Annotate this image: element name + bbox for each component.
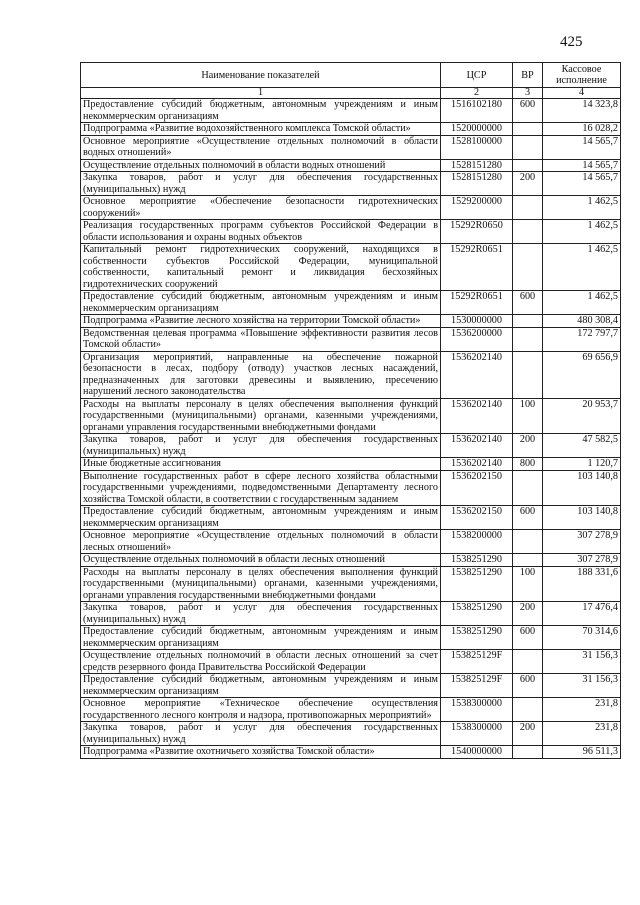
row-amount: 1 462,5 (543, 291, 621, 315)
row-amount: 16 028,2 (543, 123, 621, 136)
row-csr: 1536200000 (441, 327, 513, 351)
row-amount: 231,8 (543, 722, 621, 746)
row-name: Осуществление отдельных полномочий в области водных отношений (81, 159, 441, 172)
row-name: Подпрограмма «Развитие лесного хозяйства на территории Томской области» (81, 315, 441, 328)
table-row (81, 434, 621, 458)
row-csr: 1528100000 (441, 135, 513, 159)
row-csr: 1538251290 (441, 626, 513, 650)
row-csr: 1528151280 (441, 159, 513, 172)
header-csr: ЦСР (441, 63, 513, 88)
table-row (81, 351, 621, 398)
table-row (81, 506, 621, 530)
row-vr: 200 (513, 172, 543, 196)
row-csr: 15292R0650 (441, 220, 513, 244)
header-name: Наименование показателей (81, 63, 441, 88)
column-number: 2 (441, 88, 513, 99)
row-amount: 70 314,6 (543, 626, 621, 650)
table-row (81, 244, 621, 291)
row-amount: 307 278,9 (543, 530, 621, 554)
row-name: Капитальный ремонт гидротехнических сооружений, находящихся в собственности субъектов Российской Федерации, муниципальной собственности, капитальный ремонт и ликвидация бесхозяйных гидротехнических сооружений (81, 244, 441, 291)
row-vr: 600 (513, 291, 543, 315)
row-amount: 14 565,7 (543, 159, 621, 172)
row-name: Ведомственная целевая программа «Повышение эффективности развития лесов Томской области» (81, 327, 441, 351)
column-number: 1 (81, 88, 441, 99)
row-csr: 1538251290 (441, 602, 513, 626)
row-csr: 153825129F (441, 674, 513, 698)
row-name: Иные бюджетные ассигнования (81, 458, 441, 471)
row-csr: 1536202150 (441, 470, 513, 506)
row-vr: 200 (513, 434, 543, 458)
row-csr: 1538300000 (441, 722, 513, 746)
row-name: Основное мероприятие «Осуществление отдельных полномочий в области лесных отношений» (81, 530, 441, 554)
row-name: Предоставление субсидий бюджетным, автономным учреждениям и иным некоммерческим организациям (81, 506, 441, 530)
header-amount: Кассовое исполнение (543, 63, 621, 88)
table-row (81, 566, 621, 602)
column-number: 4 (543, 88, 621, 99)
row-csr: 1536202150 (441, 506, 513, 530)
row-name: Предоставление субсидий бюджетным, автономным учреждениям и иным некоммерческим организациям (81, 626, 441, 650)
row-vr: 600 (513, 506, 543, 530)
row-name: Подпрограмма «Развитие водохозяйственного комплекса Томской области» (81, 123, 441, 136)
table-row (81, 327, 621, 351)
row-csr: 1516102180 (441, 99, 513, 123)
row-name: Основное мероприятие «Техническое обеспечение осуществления государственного лесного контроля и надзора, противопожарных мероприятий» (81, 698, 441, 722)
header-vr: ВР (513, 63, 543, 88)
table-row (81, 159, 621, 172)
row-amount: 14 565,7 (543, 135, 621, 159)
row-amount: 14 323,8 (543, 99, 621, 123)
table-row (81, 172, 621, 196)
row-name: Предоставление субсидий бюджетным, автономным учреждениям и иным некоммерческим организациям (81, 674, 441, 698)
row-amount: 103 140,8 (543, 506, 621, 530)
row-vr (513, 135, 543, 159)
row-amount: 96 511,3 (543, 746, 621, 759)
table-row (81, 470, 621, 506)
row-name: Основное мероприятие «Осуществление отдельных полномочий в области водных отношений» (81, 135, 441, 159)
row-name: Осуществление отдельных полномочий в области лесных отношений (81, 554, 441, 567)
budget-table (80, 62, 621, 759)
row-vr (513, 650, 543, 674)
row-amount: 172 797,7 (543, 327, 621, 351)
row-vr (513, 123, 543, 136)
row-vr (513, 746, 543, 759)
table-row (81, 291, 621, 315)
row-amount: 47 582,5 (543, 434, 621, 458)
row-name: Организация мероприятий, направленные на обеспечение пожарной безопасности в лесах, подбору (отводу) участков лесных насаждений, предназначенных для заготовки древесины и выявлению, пресечению нарушений лесного законодательства (81, 351, 441, 398)
column-number: 3 (513, 88, 543, 99)
table-body (81, 99, 621, 759)
row-vr: 600 (513, 99, 543, 123)
row-amount: 1 462,5 (543, 220, 621, 244)
row-csr: 15292R0651 (441, 291, 513, 315)
row-vr: 200 (513, 722, 543, 746)
row-vr: 100 (513, 566, 543, 602)
row-vr (513, 698, 543, 722)
row-amount: 69 656,9 (543, 351, 621, 398)
header-row (81, 63, 621, 88)
row-name: Закупка товаров, работ и услуг для обеспечения государственных (муниципальных) нужд (81, 172, 441, 196)
row-amount: 103 140,8 (543, 470, 621, 506)
table-row (81, 530, 621, 554)
row-amount: 307 278,9 (543, 554, 621, 567)
row-csr: 1536202140 (441, 458, 513, 471)
table-row (81, 398, 621, 434)
row-name: Подпрограмма «Развитие охотничьего хозяйства Томской области» (81, 746, 441, 759)
row-amount: 231,8 (543, 698, 621, 722)
row-vr (513, 470, 543, 506)
row-csr: 1538300000 (441, 698, 513, 722)
row-csr: 1536202140 (441, 434, 513, 458)
row-csr: 1529200000 (441, 196, 513, 220)
row-amount: 31 156,3 (543, 674, 621, 698)
row-csr: 15292R0651 (441, 244, 513, 291)
row-vr (513, 159, 543, 172)
row-vr: 200 (513, 602, 543, 626)
row-name: Предоставление субсидий бюджетным, автономным учреждениям и иным некоммерческим организациям (81, 99, 441, 123)
row-name: Осуществление отдельных полномочий в области лесных отношений за счет средств резервного фонда Правительства Российской Федерации (81, 650, 441, 674)
row-csr: 1540000000 (441, 746, 513, 759)
row-vr (513, 220, 543, 244)
table-row (81, 746, 621, 759)
page-number: 425 (560, 34, 583, 50)
row-amount: 20 953,7 (543, 398, 621, 434)
table-row (81, 123, 621, 136)
table-row (81, 99, 621, 123)
row-csr: 153825129F (441, 650, 513, 674)
row-amount: 1 120,7 (543, 458, 621, 471)
row-amount: 14 565,7 (543, 172, 621, 196)
row-vr: 600 (513, 674, 543, 698)
row-vr (513, 351, 543, 398)
row-name: Расходы на выплаты персоналу в целях обеспечения выполнения функций государственными (муниципальными) органами, казенными учреждениями, органами управления государственными внебюджетными фондами (81, 566, 441, 602)
row-name: Расходы на выплаты персоналу в целях обеспечения выполнения функций государственными (муниципальными) органами, казенными учреждениями, органами управления государственными внебюджетными фондами (81, 398, 441, 434)
table-row (81, 554, 621, 567)
table-row (81, 135, 621, 159)
row-name: Основное мероприятие «Обеспечение безопасности гидротехнических сооружений» (81, 196, 441, 220)
table-row (81, 650, 621, 674)
table-row (81, 698, 621, 722)
row-amount: 1 462,5 (543, 196, 621, 220)
row-csr: 1538200000 (441, 530, 513, 554)
row-csr: 1536202140 (441, 398, 513, 434)
table-row (81, 220, 621, 244)
row-csr: 1530000000 (441, 315, 513, 328)
row-vr (513, 530, 543, 554)
row-name: Предоставление субсидий бюджетным, автономным учреждениям и иным некоммерческим организациям (81, 291, 441, 315)
table-row (81, 196, 621, 220)
row-csr: 1536202140 (441, 351, 513, 398)
table-row (81, 626, 621, 650)
row-csr: 1520000000 (441, 123, 513, 136)
row-csr: 1538251290 (441, 566, 513, 602)
row-name: Реализация государственных программ субъектов Российской Федерации в области использования и охраны водных объектов (81, 220, 441, 244)
row-amount: 31 156,3 (543, 650, 621, 674)
row-name: Закупка товаров, работ и услуг для обеспечения государственных (муниципальных) нужд (81, 602, 441, 626)
table-row (81, 315, 621, 328)
table-row (81, 458, 621, 471)
row-vr: 800 (513, 458, 543, 471)
row-vr (513, 327, 543, 351)
row-amount: 480 308,4 (543, 315, 621, 328)
column-number-row (81, 88, 621, 99)
row-csr: 1538251290 (441, 554, 513, 567)
table-row (81, 674, 621, 698)
row-csr: 1528151280 (441, 172, 513, 196)
row-vr (513, 315, 543, 328)
row-vr: 100 (513, 398, 543, 434)
row-vr (513, 196, 543, 220)
row-vr (513, 554, 543, 567)
table-row (81, 722, 621, 746)
row-name: Закупка товаров, работ и услуг для обеспечения государственных (муниципальных) нужд (81, 722, 441, 746)
row-name: Выполнение государственных работ в сфере лесного хозяйства областными государственными учреждениями, подведомственными Департаменту лесного хозяйства Томской области, в соответствии с государственным заданием (81, 470, 441, 506)
table-row (81, 602, 621, 626)
row-amount: 17 476,4 (543, 602, 621, 626)
row-amount: 188 331,6 (543, 566, 621, 602)
row-amount: 1 462,5 (543, 244, 621, 291)
row-vr (513, 244, 543, 291)
row-vr: 600 (513, 626, 543, 650)
row-name: Закупка товаров, работ и услуг для обеспечения государственных (муниципальных) нужд (81, 434, 441, 458)
